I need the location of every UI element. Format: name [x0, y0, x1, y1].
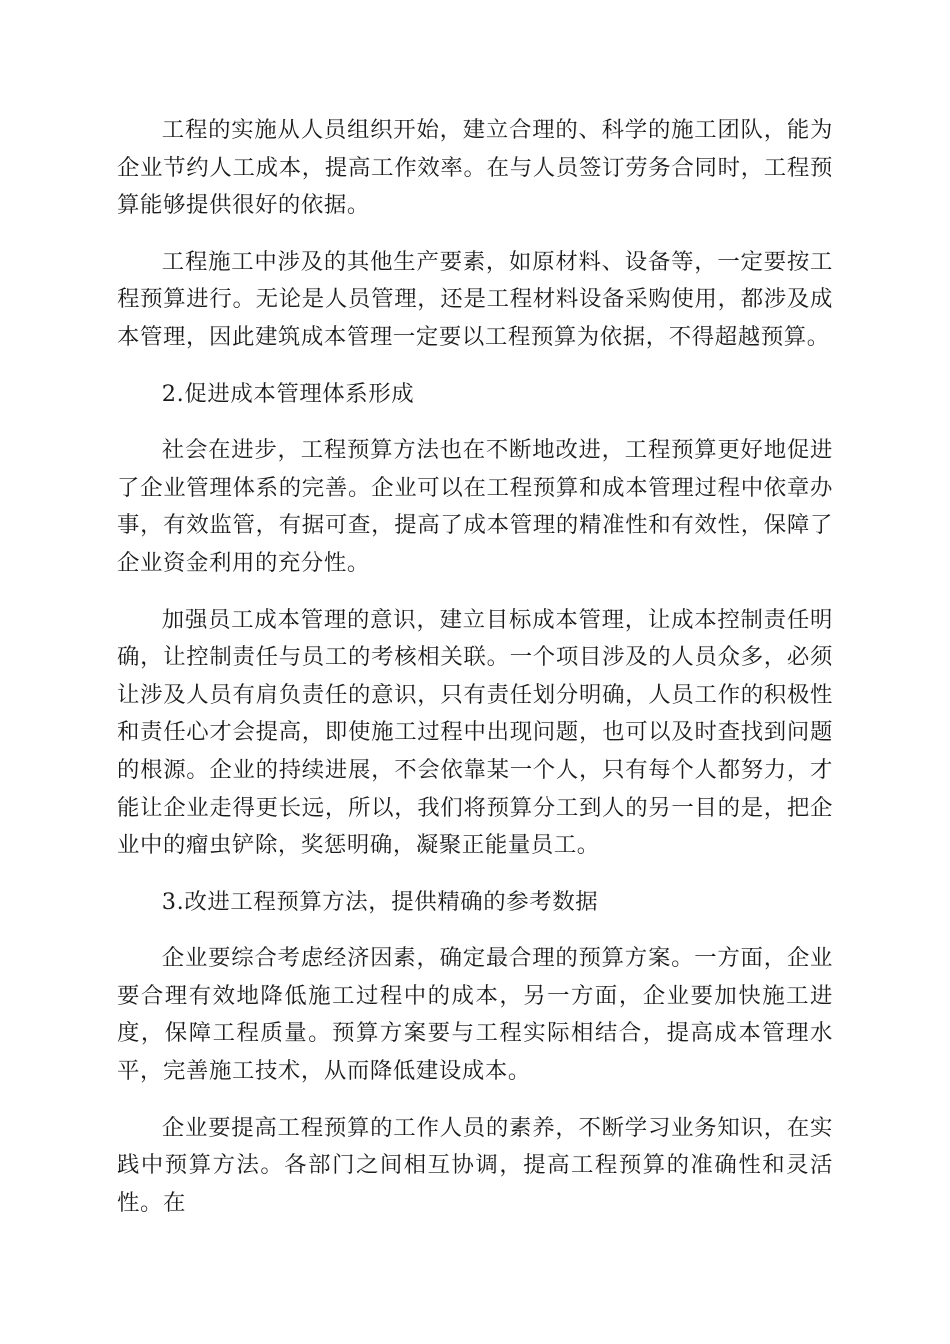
paragraph: 工程施工中涉及的其他生产要素，如原材料、设备等，一定要按工程预算进行。无论是人员管理，还是工程材料设备采购使用，都涉及成本管理，因此建筑成本管理一定要以工程预算为依据，不得超越预算。 [117, 248, 833, 350]
paragraph: 企业要提高工程预算的工作人员的素养，不断学习业务知识，在实践中预算方法。各部门之间相互协调，提高工程预算的准确性和灵活性。在 [117, 1114, 833, 1216]
paragraph: 加强员工成本管理的意识，建立目标成本管理，让成本控制责任明确，让控制责任与员工的考核相关联。一个项目涉及的人员众多，必须让涉及人员有肩负责任的意识，只有责任划分明确，人员工作的积极性和责任心才会提高，即使施工过程中出现问题，也可以及时查找到问题的根源。企业的持续进展，不会依靠某一个人，只有每个人都努力，才能让企业走得更长远，所以，我们将预算分工到人的另一目的是，把企业中的瘤虫铲除，奖惩明确，凝聚正能量员工。 [117, 606, 833, 859]
section-heading: 2.促进成本管理体系形成 [161, 380, 415, 407]
section-heading: 3.改进工程预算方法，提供精确的参考数据 [161, 888, 599, 915]
document-body [117, 112, 833, 1241]
paragraph: 社会在进步，工程预算方法也在不断地改进，工程预算更好地促进了企业管理体系的完善。企业可以在工程预算和成本管理过程中依章办事，有效监管，有据可查，提高了成本管理的精准性和有效性，保障了企业资金利用的充分性。 [117, 437, 833, 576]
paragraph: 企业要综合考虑经济因素，确定最合理的预算方案。一方面，企业要合理有效地降低施工过程中的成本，另一方面，企业要加快施工进度，保障工程质量。预算方案要与工程实际相结合，提高成本管理水平，完善施工技术，从而降低建设成本。 [117, 945, 833, 1085]
paragraph: 工程的实施从人员组织开始，建立合理的、科学的施工团队，能为企业节约人工成本，提高工作效率。在与人员签订劳务合同时，工程预算能够提供很好的依据。 [117, 117, 833, 219]
